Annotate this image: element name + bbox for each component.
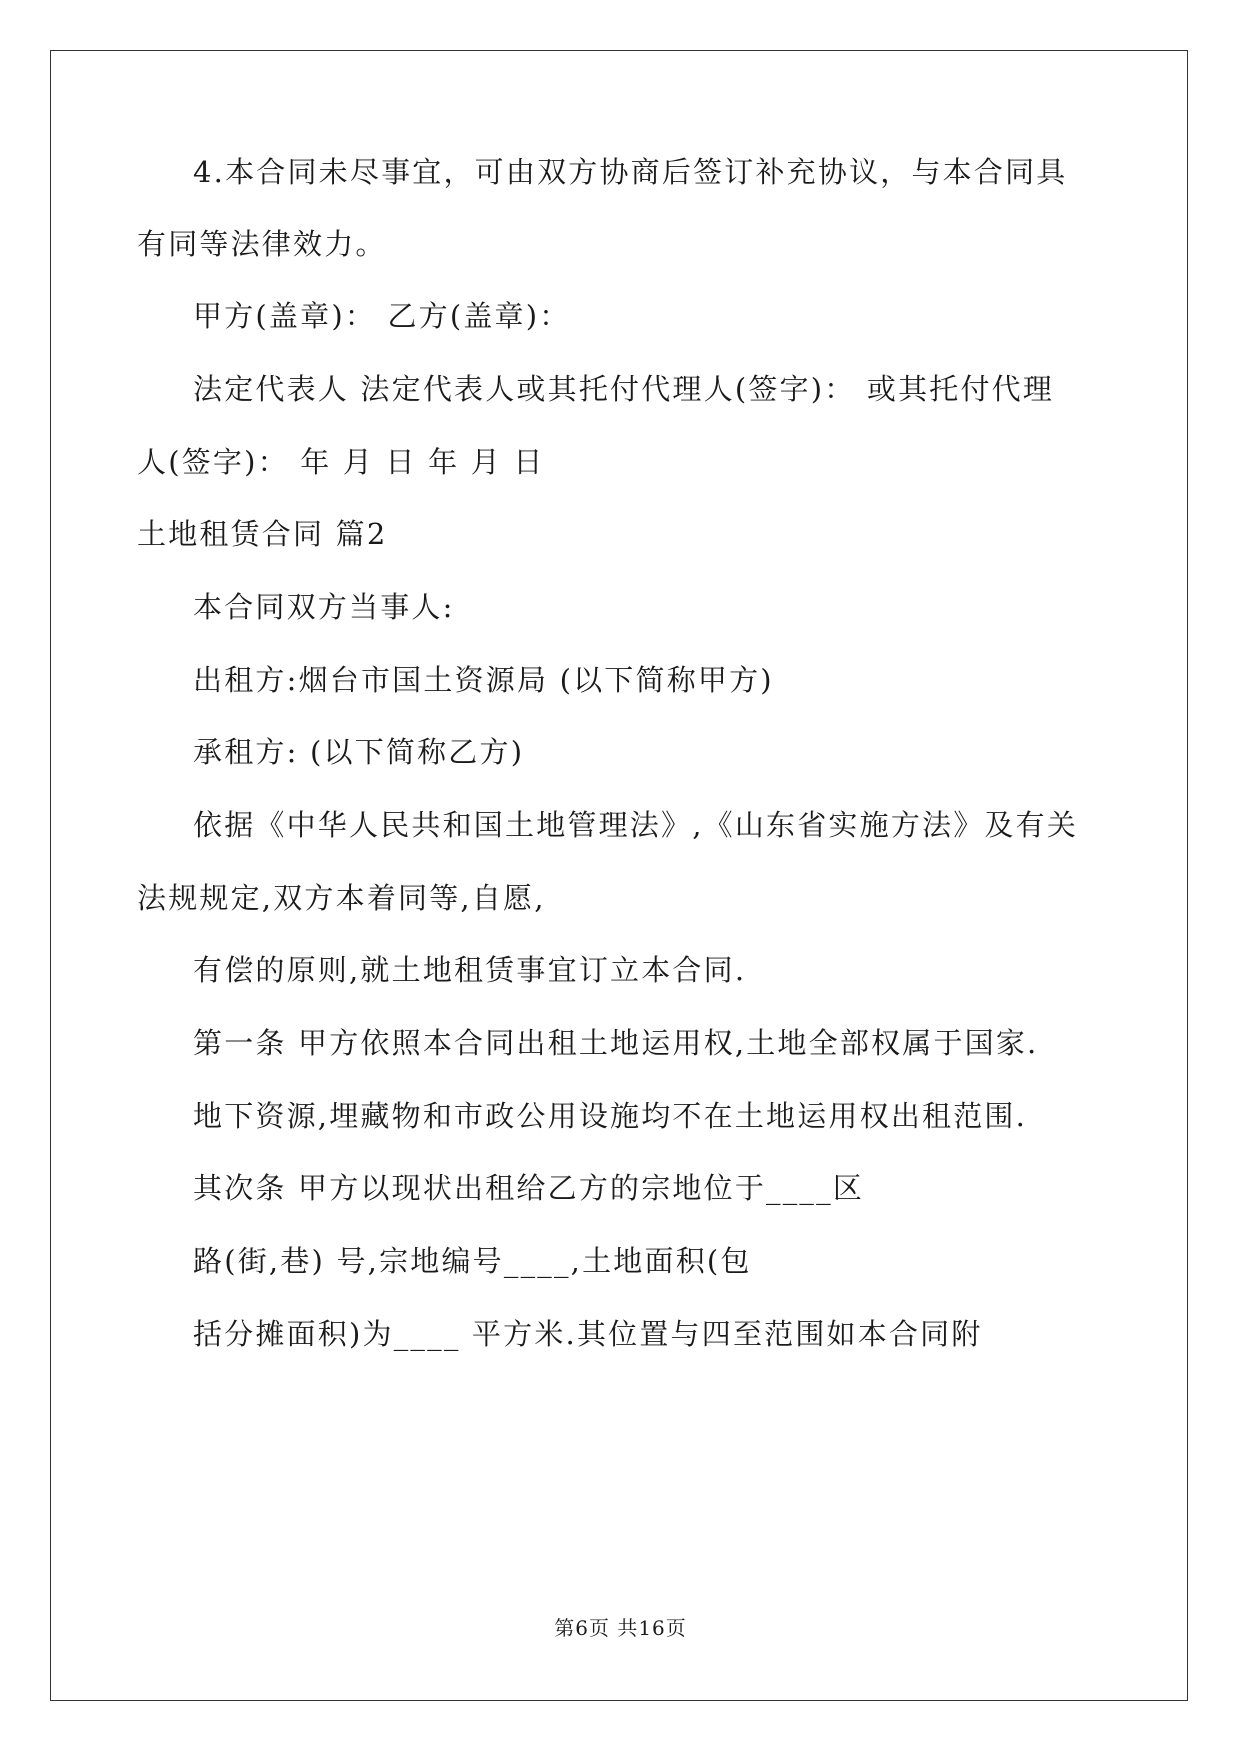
lessee-line: 承租方: (以下简称乙方) — [193, 735, 525, 769]
signature-line-dates: 人(签字)： 年 月 日 年 月 日 — [137, 445, 545, 479]
paragraph-line: 有偿的原则,就土地租赁事宜订立本合同. — [193, 953, 747, 987]
paragraph-line: 4.本合同未尽事宜，可由双方协商后签订补充协议，与本合同具 — [193, 155, 1068, 189]
paragraph-line: 有同等法律效力。 — [137, 227, 387, 261]
paragraph-line: 本合同双方当事人: — [193, 590, 455, 624]
signature-line-party-seals: 甲方(盖章)： 乙方(盖章)： — [193, 299, 571, 333]
signature-line-representatives: 法定代表人 法定代表人或其托付代理人(签字)： 或其托付代理 — [193, 372, 1055, 406]
paragraph-line: 括分摊面积)为____ 平方米.其位置与四至范围如本合同附 — [193, 1317, 983, 1351]
article-two-line: 其次条 甲方以现状出租给乙方的宗地位于____区 — [193, 1171, 865, 1205]
article-one-line: 第一条 甲方依照本合同出租土地运用权,土地全部权属于国家. — [193, 1026, 1039, 1060]
page-number-footer: 第6页 共16页 — [554, 1616, 687, 1640]
paragraph-line: 地下资源,埋藏物和市政公用设施均不在土地运用权出租范围. — [193, 1099, 1028, 1133]
paragraph-line: 路(街,巷) 号,宗地编号____,土地面积(包 — [193, 1244, 752, 1278]
paragraph-line: 法规规定,双方本着同等,自愿, — [137, 881, 546, 915]
lessor-line: 出租方:烟台市国土资源局 (以下简称甲方) — [193, 663, 774, 697]
section-heading: 土地租赁合同 篇2 — [137, 517, 388, 551]
paragraph-line: 依据《中华人民共和国土地管理法》,《山东省实施方法》及有关 — [193, 808, 1079, 842]
